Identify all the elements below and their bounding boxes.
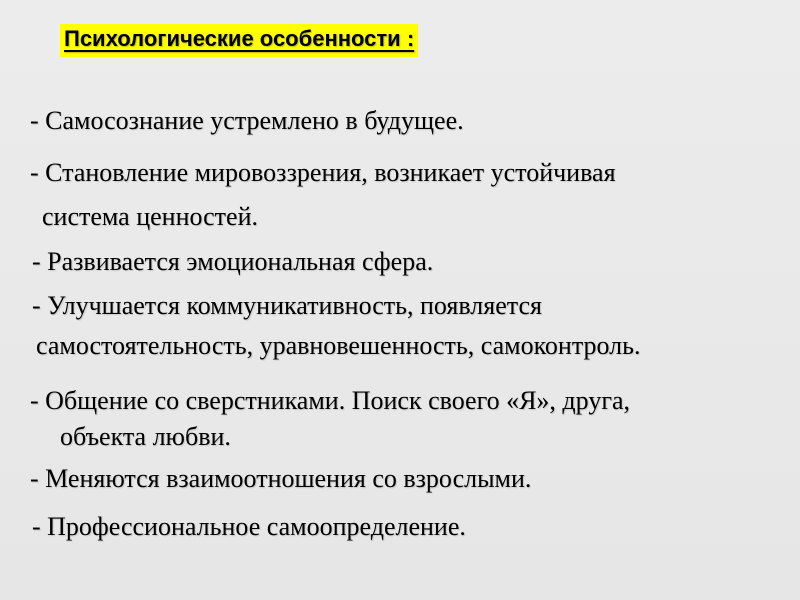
bullet-line: - Улучшается коммуникативность, появляется (32, 291, 542, 320)
bullet-line: - Самосознание устремлено в будущее. (30, 106, 464, 135)
bullet-line: - Развивается эмоциональная сфера. (32, 247, 434, 276)
bullet-line: - Общение со сверстниками. Поиск своего «Я», друга, (30, 386, 631, 415)
bullet-line-continuation: система ценностей. (42, 202, 258, 231)
bullet-line: - Становление мировоззрения, возникает устойчивая (30, 158, 616, 187)
bullet-line-continuation: объекта любви. (60, 422, 231, 451)
bullet-line-continuation: самостоятельность, уравновешенность, самоконтроль. (36, 331, 641, 360)
slide-title: Психологические особенности : (60, 24, 418, 57)
bullet-line: - Меняются взаимоотношения со взрослыми. (30, 464, 532, 493)
bullet-line: - Профессиональное самоопределение. (32, 512, 466, 541)
